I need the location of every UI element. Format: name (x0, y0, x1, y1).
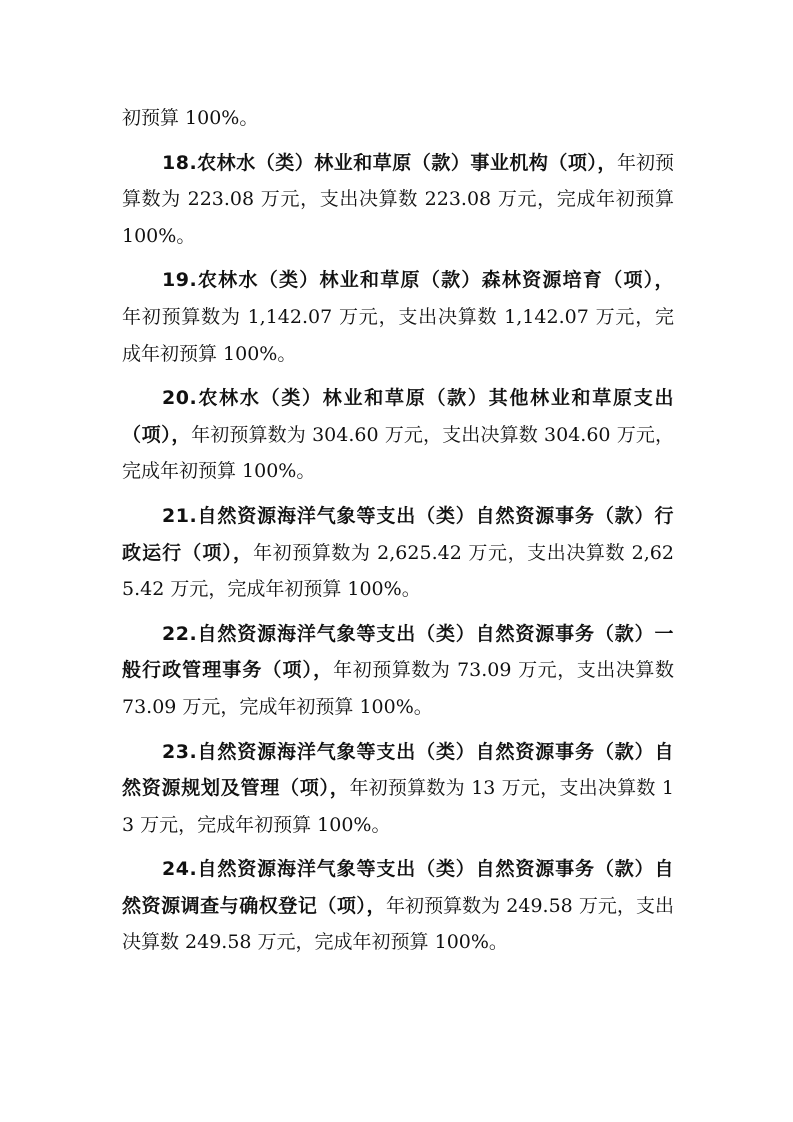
paragraph-body: 初预算 100%。 (122, 107, 259, 129)
paragraph-item-22 (122, 616, 674, 726)
paragraph-body: 年初预算数为 223.08 万元，支出决算数 223.08 万元，完成年初预算 100%。 (122, 151, 674, 247)
paragraph-body: 年初预算数为 304.60 万元，支出决算数 304.60 万元，完成年初预算 100%。 (122, 423, 674, 483)
paragraph-heading: 19.农林水（类）林业和草原（款）森林资源培育（项）， (162, 269, 674, 292)
paragraph-item-21 (122, 498, 674, 608)
paragraph-body: 年初预算数为 13 万元，支出决算数 13 万元，完成年初预算 100%。 (122, 777, 674, 836)
paragraph-item-23 (122, 734, 674, 844)
document-body (122, 100, 674, 969)
paragraph-heading: 23.自然资源海洋气象等支出（类）自然资源事务（款）自然资源规划及管理（项）， (122, 740, 674, 800)
paragraph-heading: 21.自然资源海洋气象等支出（类）自然资源事务（款）行政运行（项）， (122, 504, 674, 564)
paragraph-heading: 22.自然资源海洋气象等支出（类）自然资源事务（款）一般行政管理事务（项）， (122, 622, 674, 682)
paragraph-body: 年初预算数为 1,142.07 万元，支出决算数 1,142.07 万元，完成年初预算 100%。 (122, 305, 674, 365)
paragraph-heading: 20.农林水（类）林业和草原（款）其他林业和草原支出（项）， (122, 387, 674, 446)
paragraph-body: 年初预算数为 2,625.42 万元，支出决算数 2,625.42 万元，完成年初预算 100%。 (122, 541, 674, 601)
paragraph-continuation (122, 100, 674, 137)
paragraph-item-19 (122, 262, 674, 372)
paragraph-body: 年初预算数为 73.09 万元，支出决算数 73.09 万元，完成年初预算 100%。 (122, 659, 674, 718)
paragraph-heading: 18.农林水（类）林业和草原（款）事业机构（项）， (162, 151, 617, 174)
paragraph-item-20 (122, 380, 674, 490)
paragraph-item-24 (122, 851, 674, 961)
paragraph-body: 年初预算数为 249.58 万元，支出决算数 249.58 万元，完成年初预算 100%。 (122, 894, 674, 954)
paragraph-heading: 24.自然资源海洋气象等支出（类）自然资源事务（款）自然资源调查与确权登记（项）， (122, 858, 674, 917)
paragraph-item-18 (122, 145, 674, 255)
